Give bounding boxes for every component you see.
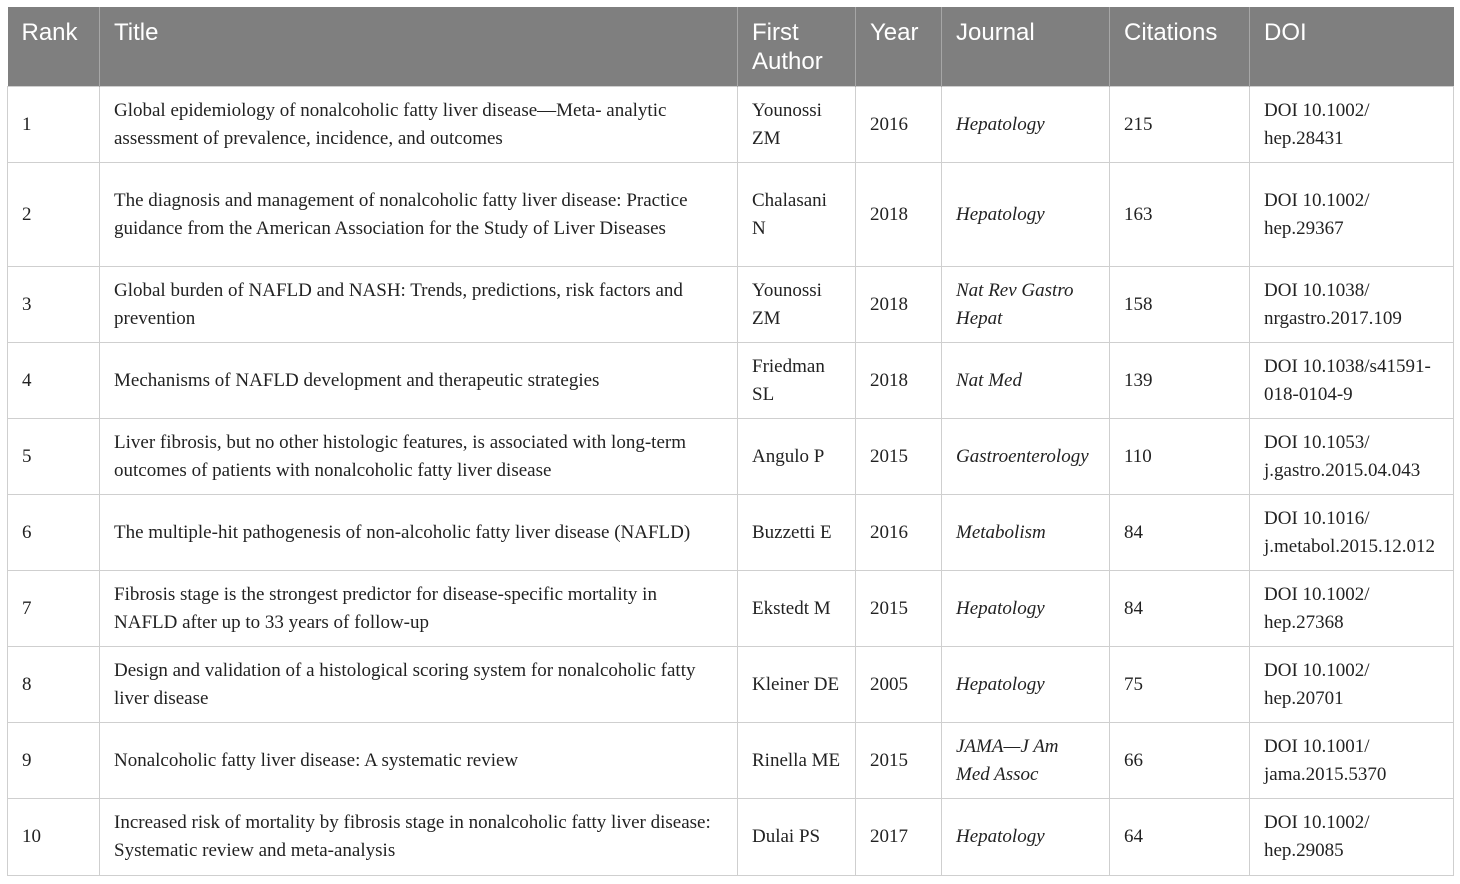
rank-cell: 9 [8, 723, 100, 799]
citations-cell: 84 [1110, 495, 1250, 571]
header-first-author: First Author [738, 7, 856, 87]
year-cell: 2015 [856, 723, 942, 799]
author-cell: Younossi ZM [738, 87, 856, 163]
rank-cell: 7 [8, 571, 100, 647]
citation-table-container [7, 7, 1453, 876]
doi-cell: DOI 10.1038/ nrgastro.2017.109 [1250, 267, 1454, 343]
citations-cell: 158 [1110, 267, 1250, 343]
journal-cell: Nat Med [942, 343, 1110, 419]
table-row [8, 163, 1454, 267]
doi-cell: DOI 10.1002/ hep.20701 [1250, 647, 1454, 723]
journal-cell: Hepatology [942, 647, 1110, 723]
rank-cell: 1 [8, 87, 100, 163]
year-cell: 2018 [856, 267, 942, 343]
journal-cell: Hepatology [942, 163, 1110, 267]
header-citations: Citations [1110, 7, 1250, 87]
title-cell: The multiple-hit pathogenesis of non-alcoholic fatty liver disease (NAFLD) [100, 495, 738, 571]
journal-cell: Nat Rev Gastro Hepat [942, 267, 1110, 343]
citations-cell: 139 [1110, 343, 1250, 419]
author-cell: Friedman SL [738, 343, 856, 419]
author-cell: Angulo P [738, 419, 856, 495]
title-cell: Global epidemiology of nonalcoholic fatty liver disease—Meta- analytic assessment of prevalence, incidence, and outcomes [100, 87, 738, 163]
header-journal: Journal [942, 7, 1110, 87]
table-row [8, 723, 1454, 799]
year-cell: 2016 [856, 495, 942, 571]
table-row [8, 647, 1454, 723]
year-cell: 2015 [856, 419, 942, 495]
header-year: Year [856, 7, 942, 87]
author-cell: Chalasani N [738, 163, 856, 267]
doi-cell: DOI 10.1053/ j.gastro.2015.04.043 [1250, 419, 1454, 495]
doi-cell: DOI 10.1001/ jama.2015.5370 [1250, 723, 1454, 799]
table-row [8, 571, 1454, 647]
journal-cell: Metabolism [942, 495, 1110, 571]
table-row [8, 495, 1454, 571]
rank-cell: 6 [8, 495, 100, 571]
author-cell: Ekstedt M [738, 571, 856, 647]
title-cell: Design and validation of a histological scoring system for nonalcoholic fatty liver disease [100, 647, 738, 723]
citations-cell: 110 [1110, 419, 1250, 495]
citations-cell: 64 [1110, 799, 1250, 876]
journal-cell: Hepatology [942, 571, 1110, 647]
rank-cell: 5 [8, 419, 100, 495]
doi-cell: DOI 10.1038/s41591-018-0104-9 [1250, 343, 1454, 419]
year-cell: 2015 [856, 571, 942, 647]
table-row [8, 267, 1454, 343]
journal-cell: Gastroenterology [942, 419, 1110, 495]
author-cell: Younossi ZM [738, 267, 856, 343]
author-cell: Dulai PS [738, 799, 856, 876]
citations-cell: 163 [1110, 163, 1250, 267]
year-cell: 2005 [856, 647, 942, 723]
table-row [8, 799, 1454, 876]
header-rank: Rank [8, 7, 100, 87]
title-cell: Fibrosis stage is the strongest predictor for disease-specific mortality in NAFLD after up to 33 years of follow-up [100, 571, 738, 647]
year-cell: 2016 [856, 87, 942, 163]
author-cell: Buzzetti E [738, 495, 856, 571]
doi-cell: DOI 10.1002/ hep.29085 [1250, 799, 1454, 876]
rank-cell: 8 [8, 647, 100, 723]
doi-cell: DOI 10.1002/ hep.29367 [1250, 163, 1454, 267]
year-cell: 2017 [856, 799, 942, 876]
title-cell: Mechanisms of NAFLD development and therapeutic strategies [100, 343, 738, 419]
rank-cell: 10 [8, 799, 100, 876]
header-row [8, 7, 1454, 87]
year-cell: 2018 [856, 163, 942, 267]
title-cell: Nonalcoholic fatty liver disease: A systematic review [100, 723, 738, 799]
title-cell: The diagnosis and management of nonalcoholic fatty liver disease: Practice guidance from the American Association for the Study of Liver Diseases [100, 163, 738, 267]
journal-cell: JAMA—J Am Med Assoc [942, 723, 1110, 799]
title-cell: Global burden of NAFLD and NASH: Trends, predictions, risk factors and prevention [100, 267, 738, 343]
citations-cell: 84 [1110, 571, 1250, 647]
rank-cell: 4 [8, 343, 100, 419]
doi-cell: DOI 10.1016/ j.metabol.2015.12.012 [1250, 495, 1454, 571]
doi-cell: DOI 10.1002/ hep.27368 [1250, 571, 1454, 647]
citations-cell: 75 [1110, 647, 1250, 723]
header-doi: DOI [1250, 7, 1454, 87]
top-cited-papers-table [7, 7, 1454, 876]
journal-cell: Hepatology [942, 799, 1110, 876]
doi-cell: DOI 10.1002/ hep.28431 [1250, 87, 1454, 163]
citations-cell: 215 [1110, 87, 1250, 163]
author-cell: Kleiner DE [738, 647, 856, 723]
citations-cell: 66 [1110, 723, 1250, 799]
title-cell: Increased risk of mortality by fibrosis stage in nonalcoholic fatty liver disease: Systematic review and meta-analysis [100, 799, 738, 876]
title-cell: Liver fibrosis, but no other histologic features, is associated with long-term outcomes of patients with nonalcoholic fatty liver disease [100, 419, 738, 495]
year-cell: 2018 [856, 343, 942, 419]
table-row [8, 87, 1454, 163]
table-row [8, 419, 1454, 495]
rank-cell: 3 [8, 267, 100, 343]
header-title: Title [100, 7, 738, 87]
author-cell: Rinella ME [738, 723, 856, 799]
rank-cell: 2 [8, 163, 100, 267]
table-row [8, 343, 1454, 419]
journal-cell: Hepatology [942, 87, 1110, 163]
